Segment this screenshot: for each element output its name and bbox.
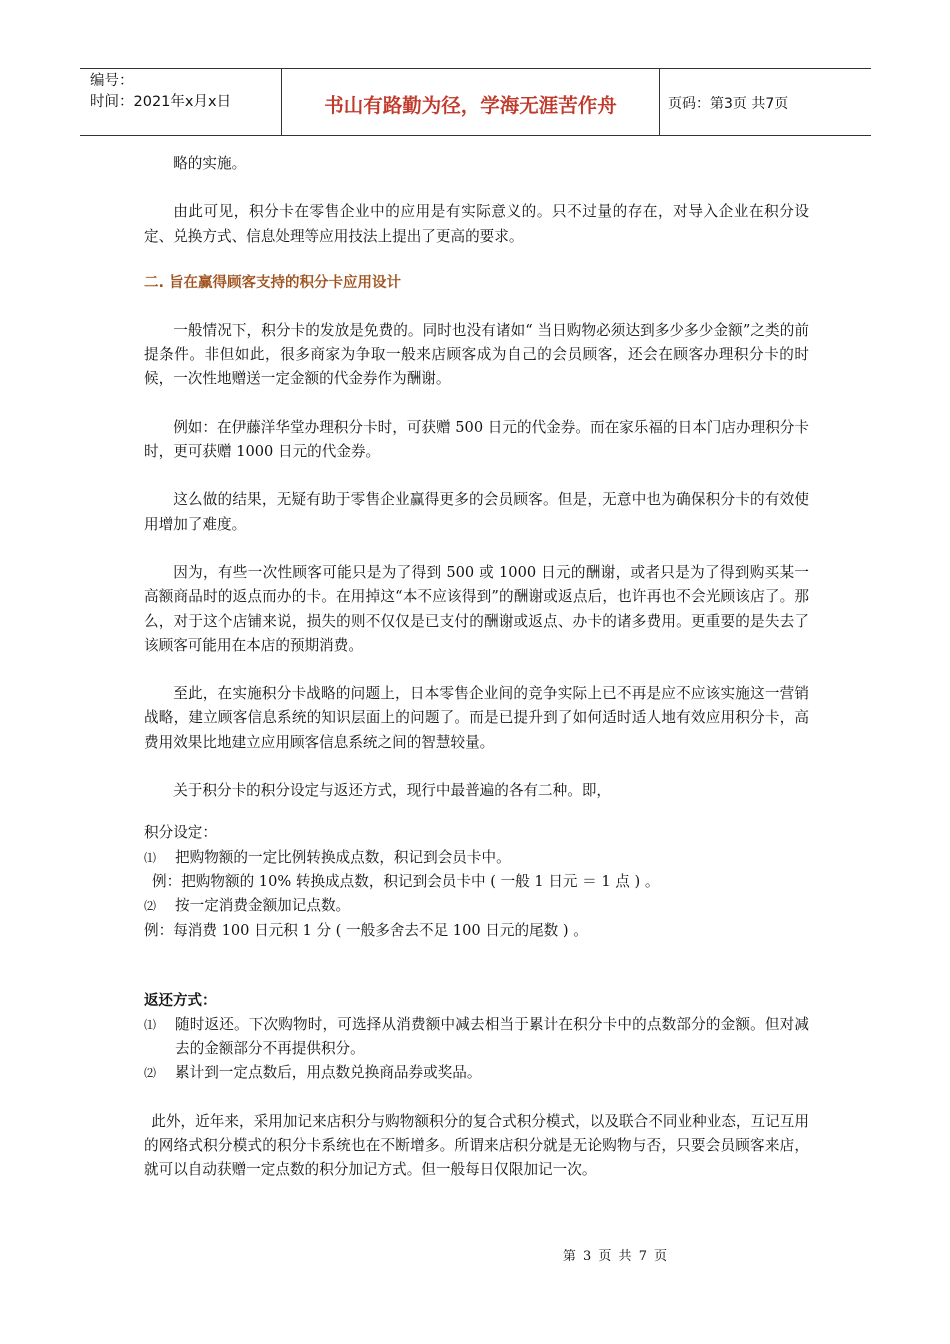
header-number: 编号： <box>90 73 134 89</box>
list-item <box>144 846 809 870</box>
header-page-info: 页码：第3页 共7页 <box>668 96 789 112</box>
list-item <box>144 1013 809 1062</box>
return-label: 返还方式： <box>144 992 217 1009</box>
list-marker: ⑵ <box>144 1066 157 1081</box>
header-time: 时间：2021年x月x日 <box>90 94 232 110</box>
document-body <box>144 152 809 1183</box>
list-item <box>144 894 809 918</box>
points-1-example: 例：把购物额的 10% 转换成点数，积记到会员卡中 ( 一般 1 日元 ＝ 1 点 ) 。 <box>152 872 660 890</box>
header-meta <box>80 69 282 135</box>
points-2-example: 例：每消费 100 日元积 1 分 ( 一般多舍去不足 100 日元的尾数 ) 。 <box>144 921 588 939</box>
header-motto: 书山有路勤为径，学海无涯苦作舟 <box>282 69 660 135</box>
paragraph-7: 至此，在实施积分卡战略的问题上，日本零售企业间的竞争实际上已不再是应不应该实施这一营销战略，建立顾客信息系统的知识层面上的问题了。而是已提升到了如何适时适人地有效应用积分卡，高费用效果比地建立应用顾客信息系统之间的智慧较量。 <box>144 685 809 751</box>
paragraph-8: 关于积分卡的积分设定与返还方式，现行中最普遍的各有二种。即， <box>173 782 612 800</box>
list-marker: ⑴ <box>144 1017 157 1032</box>
points-label: 积分设定： <box>144 824 217 842</box>
list-item <box>144 1061 809 1085</box>
paragraph-2: 由此可见，积分卡在零售企业中的应用是有实际意义的。只不过量的存在，对导入企业在积分设定、兑换方式、信息处理等应用技法上提出了更高的要求。 <box>144 203 809 245</box>
page-header <box>80 68 871 136</box>
page-footer: 第 3 页 共 7 页 <box>562 1249 668 1264</box>
paragraph-3: 一般情况下，积分卡的发放是免费的。同时也没有诸如“ 当日购物必须达到多少多少金额”之类的前提条件。非但如此，很多商家为争取一般来店顾客成为自己的会员顾客，还会在顾客办理积分卡的时候，一次性地赠送一定金额的代金券作为酬谢。 <box>144 321 809 388</box>
paragraph-6: 因为，有些一次性顾客可能只是为了得到 500 或 1000 日元的酬谢，或者只是为了得到购买某一高额商品时的返点而办的卡。在用掉这“本不应该得到”的酬谢或返点后，也许再也不会光顾该店了。那么，对于这个店铺来说，损失的则不仅仅是已支付的酬谢或返点、办卡的诸多费用。更重要的是失去了该顾客可能用在本店的预期消费。 <box>144 563 809 654</box>
list-text: 把购物额的一定比例转换成点数，积记到会员卡中。 <box>175 848 511 866</box>
list-text: 累计到一定点数后，用点数兑换商品券或奖品。 <box>175 1064 482 1082</box>
list-text: 随时返还。下次购物时，可选择从消费额中减去相当于累计在积分卡中的点数部分的金额。但对减去的金额部分不再提供积分。 <box>175 1015 809 1058</box>
list-text: 按一定消费金额加记点数。 <box>175 897 351 915</box>
paragraph-4: 例如：在伊藤洋华堂办理积分卡时，可获赠 500 日元的代金券。而在家乐福的日本门店办理积分卡时，更可获赠 1000 日元的代金券。 <box>144 418 809 461</box>
paragraph-5: 这么做的结果，无疑有助于零售企业赢得更多的会员顾客。但是，无意中也为确保积分卡的有效使用增加了难度。 <box>144 491 809 533</box>
list-marker: ⑵ <box>144 899 157 914</box>
list-marker: ⑴ <box>144 850 157 865</box>
paragraph-1: 略的实施。 <box>173 155 247 172</box>
section-heading-2: 二. 旨在赢得顾客支持的积分卡应用设计 <box>144 274 402 291</box>
paragraph-9: 此外，近年来，采用加记来店积分与购物额积分的复合式积分模式，以及联合不同业种业态，互记互用的网络式积分模式的积分卡系统也在不断增多。所谓来店积分就是无论购物与否，只要会员顾客来店，就可以自动获赠一定点数的积分加记方式。但一般每日仅限加记一次。 <box>144 1112 809 1179</box>
